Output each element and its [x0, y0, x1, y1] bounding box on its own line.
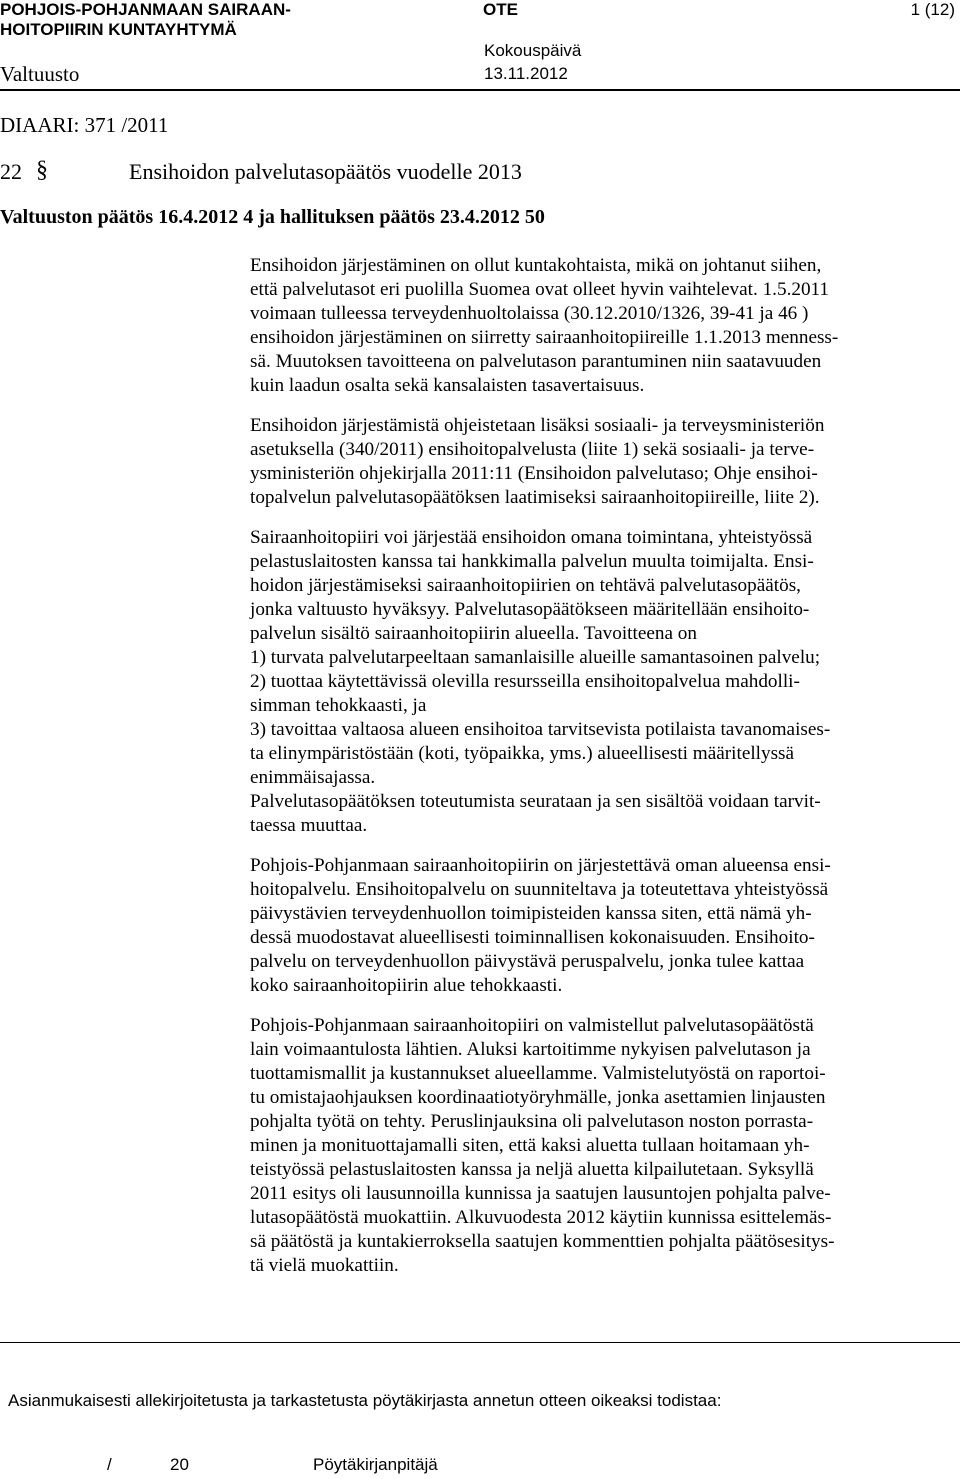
section-sign-icon: § — [36, 157, 48, 183]
decision-reference: Valtuuston päätös 16.4.2012 4 ja hallituksen päätös 23.4.2012 50 — [0, 206, 545, 228]
paragraph-line: lutasopäätöstä muokattiin. Alkuvuodesta 2012 käytiin kunnissa esittelemäs- — [250, 1207, 832, 1228]
paragraph-line: voimaan tulleessa terveydenhuoltolaissa (30.12.2010/1326, 39-41 ja 46 ) — [250, 303, 809, 324]
paragraph-line: 3) tavoittaa valtaosa alueen ensihoitoa tarvitsevista potilaista tavanomaises- — [250, 719, 831, 740]
paragraph-line: Palvelutasopäätöksen toteutumista seurataan ja sen sisältöä voidaan tarvit- — [250, 791, 821, 812]
decision-body: Valtuusto — [0, 62, 80, 86]
paragraph-line: Sairaanhoitopiiri voi järjestää ensihoidon omana toimintana, yhteistyössä — [250, 527, 813, 548]
paragraph-line: minen ja monituottajamalli siten, että kaksi aluetta tullaan hoitamaan yh- — [250, 1135, 810, 1156]
organization-name — [0, 0, 291, 40]
date-year: 20 — [170, 1455, 189, 1474]
paragraph-line: kuin laadun osalta sekä kansalaisten tasavertaisuus. — [250, 375, 645, 396]
certification-text: Asianmukaisesti allekirjoitetusta ja tarkastetusta pöytäkirjasta annetun otteen oikeaksi todistaa: — [8, 1391, 722, 1410]
item-title: Ensihoidon palvelutasopäätös vuodelle 2013 — [129, 159, 522, 184]
document-type: OTE — [483, 0, 518, 19]
paragraph-line: jonka valtuusto hyväksyy. Palvelutasopäätökseen määritellään ensihoito- — [250, 599, 810, 620]
paragraph-line: enimmäisajassa. — [250, 767, 376, 788]
paragraph-guidance — [250, 414, 946, 510]
footer-divider — [0, 1342, 960, 1343]
paragraph-line: että palvelutasot eri puolilla Suomea ovat olleet hyvin vaihtelevat. 1.5.2011 — [250, 279, 830, 300]
date-slash: / — [107, 1455, 112, 1474]
paragraph-line: palvelun sisältö sairaanhoitopiirin alueella. Tavoitteena on — [250, 623, 697, 644]
paragraph-line: 2011 esitys oli lausunnoilla kunnissa ja saatujen lausuntojen pohjalta palve- — [250, 1183, 831, 1204]
paragraph-line: ysministeriön ohjekirjalla 2011:11 (Ensihoidon palvelutaso; Ohje ensihoi- — [250, 463, 818, 484]
paragraph-line: ta elinympäristöstään (koti, työpaikka, yms.) alueellisesti määritellyssä — [250, 743, 795, 764]
paragraph-line: sä. Muutoksen tavoitteena on palvelutason parantuminen niin saatavuuden — [250, 351, 822, 372]
meeting-date: 13.11.2012 — [484, 64, 568, 83]
paragraph-line: Ensihoidon järjestäminen on ollut kuntakohtaista, mikä on johtanut siihen, — [250, 255, 822, 276]
meeting-date-label: Kokouspäivä — [484, 41, 582, 60]
paragraph-line: palvelu on terveydenhuollon päivystävä peruspalvelu, jonka tulee kattaa — [250, 951, 805, 972]
paragraph-preparation — [250, 1014, 946, 1278]
paragraph-line: Ensihoidon järjestämistä ohjeistetaan lisäksi sosiaali- ja terveysministeriön — [250, 415, 825, 436]
paragraph-line: dessä muodostavat alueellisesti toiminnallisen kokonaisuuden. Ensihoito- — [250, 927, 815, 948]
header-divider — [0, 89, 960, 91]
paragraph-line: pohjalta työtä on tehty. Peruslinjauksina oli palvelutason noston porrasta- — [250, 1111, 814, 1132]
minutes-keeper-label: Pöytäkirjanpitäjä — [313, 1455, 438, 1474]
paragraph-regional-service — [250, 854, 946, 998]
paragraph-line: sä päätöstä ja kuntakierroksella saatujen kommenttien pohjalta päätösesitys- — [250, 1231, 835, 1252]
page-number: 1 (12) — [910, 0, 955, 19]
paragraph-line: topalvelun palvelutasopäätöksen laatimiseksi sairaanhoitopiireille, liite 2). — [250, 487, 820, 508]
paragraph-line: teistyössä pelastuslaitosten kanssa ja neljä aluetta kilpailutetaan. Syksyllä — [250, 1159, 814, 1180]
paragraph-line: ensihoidon järjestäminen on siirretty sairaanhoitopiireille 1.1.2013 menness- — [250, 327, 839, 348]
paragraph-background — [250, 254, 946, 398]
paragraph-line: simman tehokkaasti, ja — [250, 695, 427, 716]
paragraph-line: Pohjois-Pohjanmaan sairaanhoitopiiri on valmistellut palvelutasopäätöstä — [250, 1015, 814, 1036]
paragraph-line: asetuksella (340/2011) ensihoitopalvelusta (liite 1) sekä sosiaali- ja terve- — [250, 439, 815, 460]
register-number: DIAARI: 371 /2011 — [0, 113, 169, 137]
organization-name-line2: HOITOPIIRIN KUNTAYHTYMÄ — [0, 20, 237, 39]
paragraph-line: taessa muuttaa. — [250, 815, 368, 836]
paragraph-line: Pohjois-Pohjanmaan sairaanhoitopiirin on järjestettävä oman alueensa ensi- — [250, 855, 831, 876]
paragraph-line: hoidon järjestämiseksi sairaanhoitopiirien on tehtävä palvelutasopäätös, — [250, 575, 801, 596]
paragraph-line: pelastuslaitosten kanssa tai hankkimalla palvelun muulta toimijalta. Ensi- — [250, 551, 814, 572]
paragraph-line: tuottamismallit ja kustannukset alueellamme. Valmistelutyöstä on raportoi- — [250, 1063, 826, 1084]
paragraph-line: 1) turvata palvelutarpeeltaan samanlaisille alueille samantasoinen palvelu; — [250, 647, 821, 668]
paragraph-line: päivystävien terveydenhuollon toimipisteiden kanssa siten, että nämä yh- — [250, 903, 812, 924]
paragraph-line: lain voimaantulosta lähtien. Aluksi kartoitimme nykyisen palvelutason ja — [250, 1039, 811, 1060]
paragraph-line: koko sairaanhoitopiirin alue tehokkaasti. — [250, 975, 563, 996]
organization-name-line1: POHJOIS-POHJANMAAN SAIRAAN- — [0, 0, 291, 19]
paragraph-organization — [250, 526, 946, 838]
paragraph-line: 2) tuottaa käytettävissä olevilla resursseilla ensihoitopalvelua mahdolli- — [250, 671, 800, 692]
paragraph-line: tu omistajaohjauksen koordinaatiotyöryhmälle, jonka asettamien linjausten — [250, 1087, 826, 1108]
paragraph-line: hoitopalvelu. Ensihoitopalvelu on suunniteltava ja toteutettava yhteistyössä — [250, 879, 829, 900]
item-number: 22 — [0, 159, 22, 184]
paragraph-line: tä vielä muokattiin. — [250, 1255, 399, 1276]
